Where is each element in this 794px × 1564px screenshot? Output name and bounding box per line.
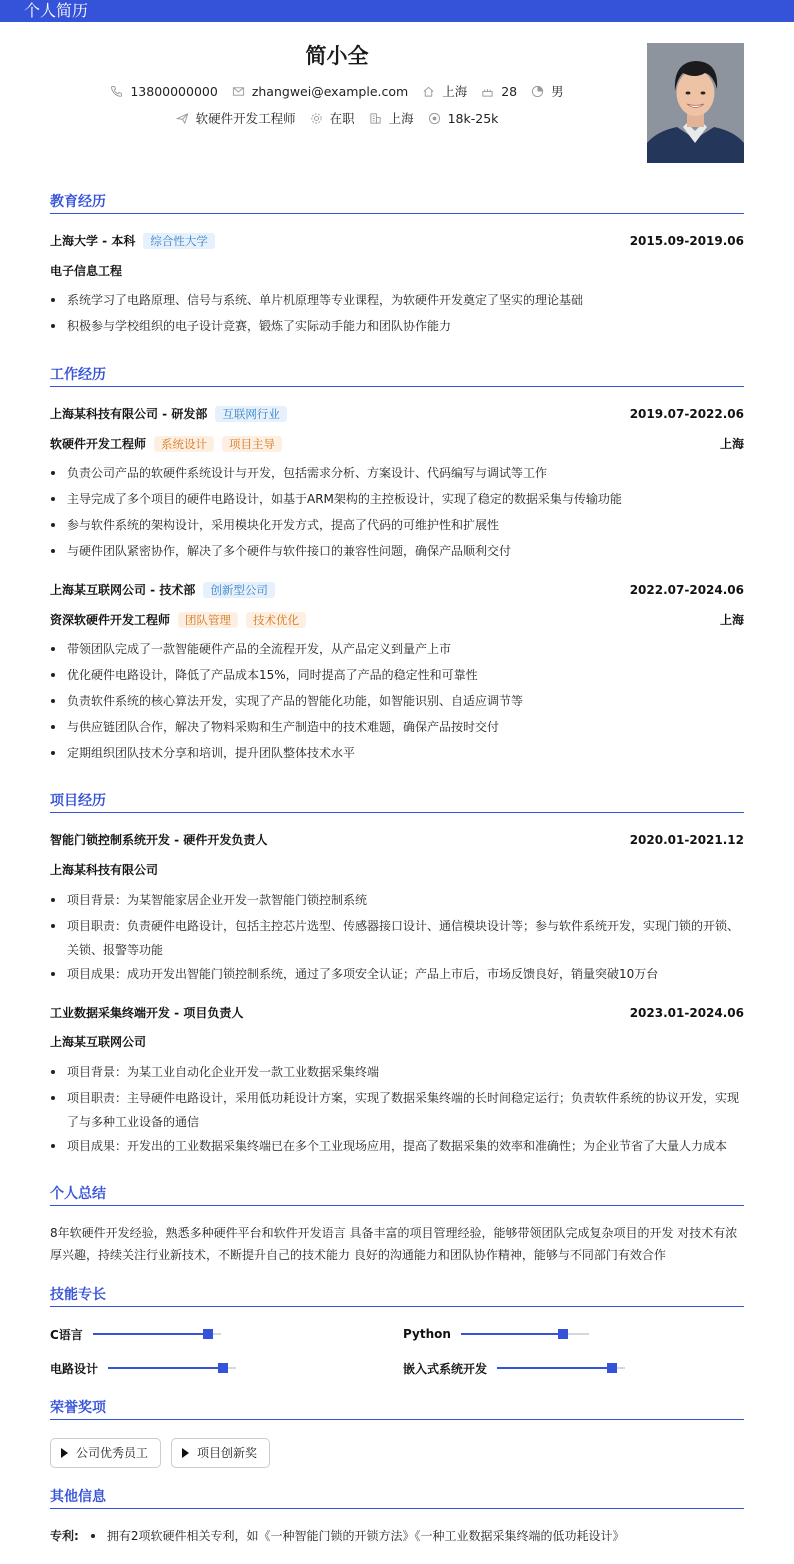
status-info [310,109,355,127]
bullet-dot [91,1534,95,1538]
skill-slider [461,1333,589,1335]
section-work-title: 工作经历 [50,367,744,387]
skill-item [50,1325,221,1343]
work-header [50,405,744,423]
contact-row [0,82,674,100]
award-label: 公司优秀员工 [76,1446,149,1460]
play-icon [61,1448,68,1458]
work-role-row [50,611,744,629]
section-education-title: 教育经历 [50,194,744,214]
work-location: 上海 [719,613,744,627]
user-icon [531,85,544,98]
project-title: 工业数据采集终端开发 - 项目负责人 [50,1006,244,1020]
send-icon [176,112,189,125]
skill-item [403,1325,589,1343]
list-item: 参与软件系统的架构设计，采用模块化开发方式，提高了代码的可维护性和扩展性 [50,513,744,537]
patent-label: 专利: [50,1529,79,1543]
list-item: 项目职责：负责硬件电路设计，包括主控芯片选型、传感器接口设计、通信模块设计等；参与软件系统开发，实现门锁的开锁、关锁、报警等功能 [50,914,744,962]
skill-fill [108,1367,223,1369]
list-item: 积极参与学校组织的电子设计竞赛，锻炼了实际动手能力和团队协作能力 [50,314,744,338]
list-item: 与供应链团队合作，解决了物料采购和生产制造中的技术难题，确保产品按时交付 [50,715,744,739]
work-industry-tag: 创新型公司 [203,582,275,598]
list-item: 负责软件系统的核心算法开发，实现了产品的智能化功能，如智能识别、自适应调节等 [50,689,744,713]
job-intent-row [0,109,674,127]
project-header [50,1004,744,1022]
list-item: 主导完成了多个项目的硬件电路设计，如基于ARM架构的主控板设计，实现了稳定的数据采集与传输功能 [50,487,744,511]
education-period: 2015.09-2019.06 [629,234,744,248]
project-period: 2023.01-2024.06 [629,1006,744,1020]
header-bar [0,0,794,22]
money-icon [428,112,441,125]
work-skill-tag: 系统设计 [154,436,214,452]
work-skill-tag: 技术优化 [246,612,306,628]
award-chip[interactable] [50,1438,161,1468]
project-company-row [50,861,744,879]
gender-text: 男 [551,84,564,99]
skill-knob [203,1329,213,1339]
position-info [176,109,296,127]
skill-knob [218,1363,228,1373]
work-header [50,581,744,599]
work-skill-tag: 项目主导 [222,436,282,452]
skill-slider [93,1333,221,1335]
skill-fill [93,1333,208,1335]
phone-icon [110,85,123,98]
skill-slider [108,1367,236,1369]
status-text: 在职 [329,111,355,126]
skill-knob [558,1329,568,1339]
project-period: 2020.01-2021.12 [629,833,744,847]
skill-name: Python [403,1327,451,1341]
page-title: 个人简历 [24,1,89,20]
list-item: 与硬件团队紧密协作，解决了多个硬件与软件接口的兼容性问题，确保产品顺利交付 [50,539,744,563]
gear-icon [310,112,323,125]
list-item: 优化硬件电路设计，降低了产品成本15%，同时提高了产品的稳定性和可靠性 [50,663,744,687]
work-period: 2022.07-2024.06 [629,583,744,597]
work-role: 软硬件开发工程师 [50,437,147,451]
work-location: 上海 [719,437,744,451]
patent-text: 拥有2项软硬件相关专利，如《一种智能门锁的开锁方法》《一种工业数据采集终端的低功耗设计》 [106,1529,625,1543]
target-city-text: 上海 [388,111,414,126]
other-info-row [50,1527,624,1545]
email-text: zhangwei@example.com [251,83,409,99]
education-major-row [50,262,744,280]
summary-text: 8年软硬件开发经验，熟悉多种硬件平台和软件开发语言 具备丰富的项目管理经验，能够带领团队完成复杂项目的开发 对技术有浓厚兴趣，持续关注行业新技术，不断提升自己的技术能力 良好的沟通能力和团队协作精神，能够与不同部门有效合作 [50,1226,738,1262]
work-period: 2019.07-2022.06 [629,407,744,421]
project-company-row [50,1033,744,1051]
work-role: 资深软硬件开发工程师 [50,613,171,627]
skill-knob [607,1363,617,1373]
skill-item [403,1359,625,1377]
skill-name: 嵌入式系统开发 [403,1361,488,1376]
section-other-title: 其他信息 [50,1489,744,1509]
award-label: 项目创新奖 [197,1446,258,1460]
award-chip[interactable] [171,1438,270,1468]
education-major: 电子信息工程 [50,264,123,278]
skill-name: C语言 [50,1327,83,1342]
skill-slider [497,1367,625,1369]
list-item: 系统学习了电路原理、信号与系统、单片机原理等专业课程，为软硬件开发奠定了坚实的理论基础 [50,288,744,312]
phone-info [110,84,217,99]
list-item: 带领团队完成了一款智能硬件产品的全流程开发，从产品定义到量产上市 [50,637,744,661]
salary-text: 18k-25k [447,110,499,126]
city-info [422,82,467,100]
skill-item [50,1359,236,1377]
candidate-name: 简小全 [305,44,369,68]
target-city-info [369,109,414,127]
cake-icon [481,85,494,98]
education-header [50,232,744,250]
email-info [232,84,408,99]
section-summary-title: 个人总结 [50,1186,744,1206]
section-projects-title: 项目经历 [50,793,744,813]
skill-name: 电路设计 [50,1361,99,1376]
gender-info [531,82,564,100]
list-item: 项目背景：为某智能家居企业开发一款智能门锁控制系统 [50,888,744,912]
project-company: 上海某互联网公司 [50,1035,147,1049]
position-text: 软硬件开发工程师 [195,111,296,126]
list-item: 负责公司产品的软硬件系统设计与开发，包括需求分析、方案设计、代码编写与调试等工作 [50,461,744,485]
play-icon [182,1448,189,1458]
list-item: 项目背景：为某工业自动化企业开发一款工业数据采集终端 [50,1060,744,1084]
education-tag: 综合性大学 [143,233,215,249]
section-awards-title: 荣誉奖项 [50,1400,744,1420]
work-skill-tag: 团队管理 [178,612,238,628]
phone-text: 13800000000 [130,83,218,99]
mail-icon [232,85,245,98]
list-item: 项目成果：开发出的工业数据采集终端已在多个工业现场应用，提高了数据采集的效率和准确性；为企业节省了大量人力成本 [50,1134,744,1158]
list-item: 项目职责：主导硬件电路设计，采用低功耗设计方案，实现了数据采集终端的长时间稳定运行；负责软件系统的协议开发，实现了与多种工业设备的通信 [50,1086,744,1134]
age-text: 28 [501,83,518,99]
education-school: 上海大学 - 本科 [50,234,136,248]
work-company: 上海某互联网公司 - 技术部 [50,583,196,597]
home-icon [422,85,435,98]
city-text: 上海 [442,84,468,99]
work-role-row [50,435,744,453]
list-item: 定期组织团队技术分享和培训，提升团队整体技术水平 [50,741,744,765]
skill-fill [497,1367,612,1369]
skill-fill [461,1333,563,1335]
list-item: 项目成果：成功开发出智能门锁控制系统，通过了多项安全认证；产品上市后，市场反馈良好，销量突破10万台 [50,962,744,986]
section-skills-title: 技能专长 [50,1287,744,1307]
project-title: 智能门锁控制系统开发 - 硬件开发负责人 [50,833,268,847]
project-header [50,831,744,849]
work-industry-tag: 互联网行业 [215,406,287,422]
salary-info [428,111,499,126]
profile-photo [647,43,744,163]
project-company: 上海某科技有限公司 [50,863,159,877]
work-company: 上海某科技有限公司 - 研发部 [50,407,208,421]
age-info [481,84,517,99]
building-icon [369,112,382,125]
